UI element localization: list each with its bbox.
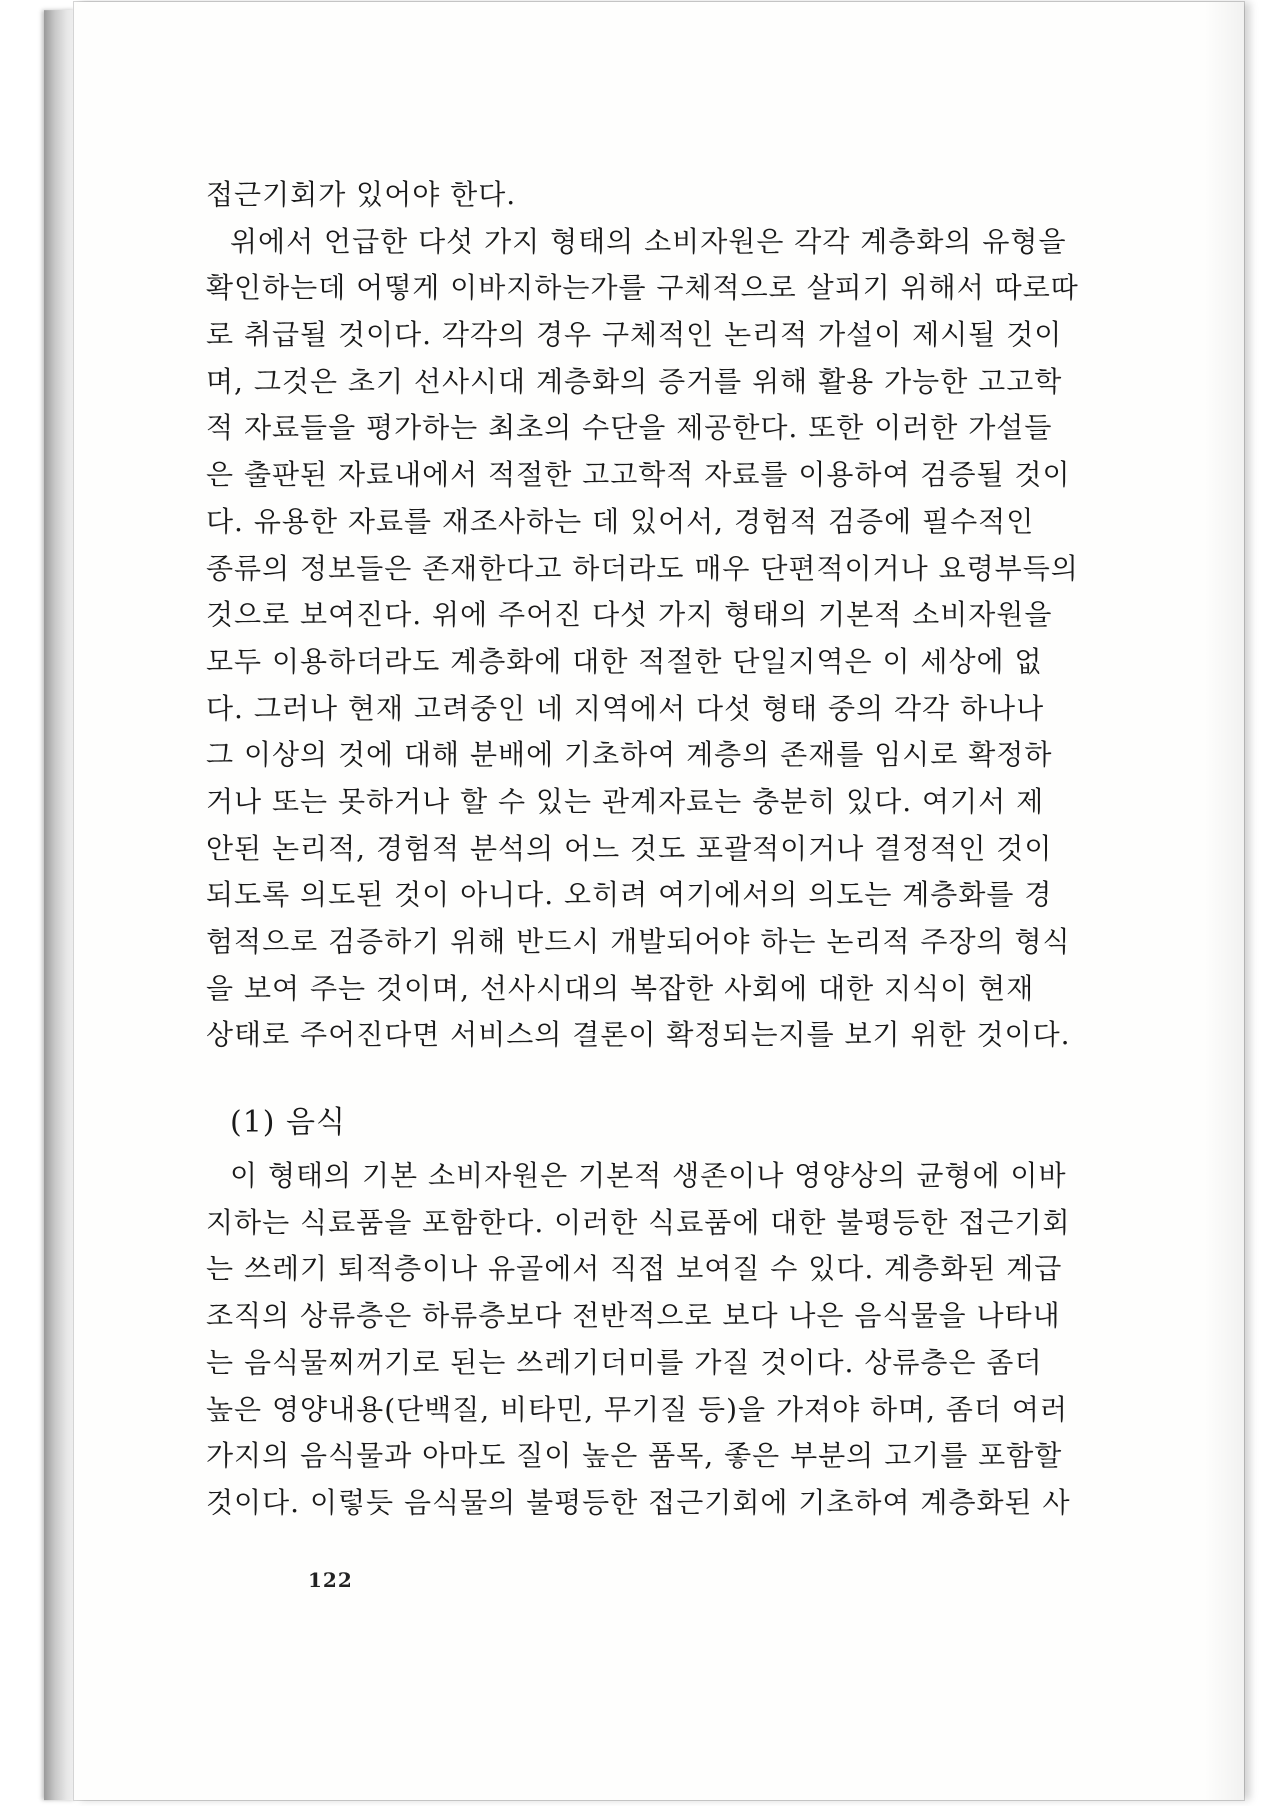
text-line: 것이다. 이렇듯 음식물의 불평등한 접근기회에 기초하여 계층화된 사: [206, 1485, 1071, 1519]
text-line: 접근기회가 있어야 한다.: [206, 178, 517, 211]
text-line: 을 보여 주는 것이며, 선사시대의 복잡한 사회에 대한 지식이 현재: [206, 971, 1035, 1005]
text-line: 모두 이용하더라도 계층화에 대한 적절한 단일지역은 이 세상에 없: [206, 644, 1043, 678]
text-line: 것으로 보여진다. 위에 주어진 다섯 가지 형태의 기본적 소비자원을: [206, 598, 1053, 632]
page-number: 122: [308, 1568, 353, 1592]
text-line: 가지의 음식물과 아마도 질이 높은 품목, 좋은 부분의 고기를 포함할: [206, 1439, 1063, 1473]
text-line: 거나 또는 못하거나 할 수 있는 관계자료는 충분히 있다. 여기서 제: [206, 784, 1045, 818]
text-line: 적 자료들을 평가하는 최초의 수단을 제공한다. 또한 이러한 가설들: [206, 411, 1053, 445]
text-line: 높은 영양내용(단백질, 비타민, 무기질 등)을 가져야 하며, 좀더 여러: [206, 1392, 1069, 1426]
body-text: [206, 172, 1120, 1527]
text-line: 은 출판된 자료내에서 적절한 고고학적 자료를 이용하여 검증될 것이: [206, 458, 1071, 492]
text-line: 이 형태의 기본 소비자원은 기본적 생존이나 영양상의 균형에 이바: [230, 1159, 1067, 1193]
text-line: 다. 유용한 자료를 재조사하는 데 있어서, 경험적 검증에 필수적인: [206, 504, 1035, 538]
text-line: 는 음식물찌꺼기로 된는 쓰레기더미를 가질 것이다. 상류층은 좀더: [206, 1345, 1043, 1379]
text-line: 며, 그것은 초기 선사시대 계층화의 증거를 위해 활용 가능한 고고학: [206, 364, 1063, 398]
text-line: 되도록 의도된 것이 아니다. 오히려 여기에서의 의도는 계층화를 경: [206, 878, 1053, 912]
text-line: 상태로 주어진다면 서비스의 결론이 확정되는지를 보기 위한 것이다.: [206, 1018, 1071, 1052]
text-line: 그 이상의 것에 대해 분배에 기초하여 계층의 존재를 임시로 확정하: [206, 738, 1053, 772]
text-line: 험적으로 검증하기 위해 반드시 개발되어야 하는 논리적 주장의 형식: [206, 925, 1071, 958]
text-line: 안된 논리적, 경험적 분석의 어느 것도 포괄적이거나 결정적인 것이: [206, 831, 1053, 865]
text-line: 지하는 식료품을 포함한다. 이러한 식료품에 대한 불평등한 접근기회: [206, 1205, 1071, 1239]
book-spine: [44, 10, 76, 1800]
text-line: 로 취급될 것이다. 각각의 경우 구체적인 논리적 가설이 제시될 것이: [206, 318, 1063, 352]
text-line: 위에서 언급한 다섯 가지 형태의 소비자원은 각각 계층화의 유형을: [230, 224, 1067, 258]
section-heading: (1) 음식: [230, 1105, 346, 1141]
text-line: 는 쓰레기 퇴적층이나 유골에서 직접 보여질 수 있다. 계층화된 계급: [206, 1252, 1063, 1286]
text-line: 다. 그러나 현재 고려중인 네 지역에서 다섯 형태 중의 각각 하나나: [206, 691, 1045, 725]
text-line: 종류의 정보들은 존재한다고 하더라도 매우 단편적이거나 요령부득의: [206, 551, 1079, 585]
page-edge-shadow: [1204, 2, 1244, 1800]
text-line: 조직의 상류층은 하류층보다 전반적으로 보다 나은 음식물을 나타내: [206, 1299, 1061, 1333]
text-line: 확인하는데 어떻게 이바지하는가를 구체적으로 살피기 위해서 따로따: [206, 271, 1079, 305]
